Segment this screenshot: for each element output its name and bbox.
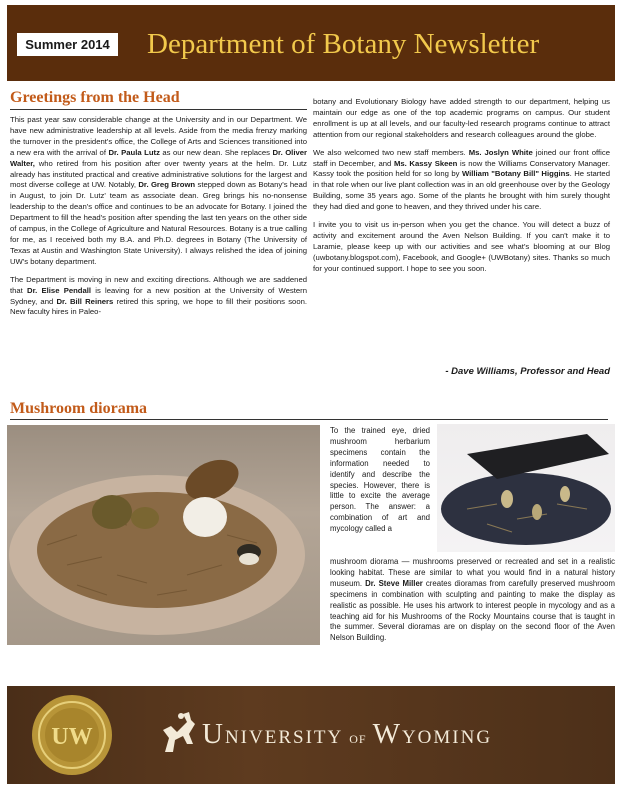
- seal-letters: UW: [51, 724, 93, 750]
- wordmark-yoming: YOMING: [401, 727, 493, 748]
- signature: - Dave Williams, Professor and Head: [445, 366, 610, 377]
- masthead: [7, 5, 615, 81]
- greetings-rule: [10, 109, 307, 110]
- uw-seal-icon: [31, 694, 113, 776]
- issue-season: Summer 2014: [17, 33, 118, 56]
- greetings-column-right: botany and Evolutionary Biology have added strength to our department, helping us maintain our edge as one of the top academic programs on campus. Our student enrollment is up at all levels, and our faculty-led research programs continue to attract attention from our regional stakeholders and research colleagues around the globe. We also welcomed two new staff members. Ms. Joslyn White joined our front office staff in December, and Ms. Kassy Skeen is now the Williams Conservatory Manager. Kassy took the position held for so long by William "Botany Bill" Higgins. He started in that role when our live plant collection was in an old greenhouse over by the Geology Building, some 35 years ago. Some of the plants he brought with him surely thought they had died and gone to heaven, and they thrived under his care. I invite you to visit us in-person when you get the chance. You will detect a buzz of activity and excitement around the Aven Nelson Building. If you can't make it to Laramie, please keep up with our activities and see what's blooming at our Blog (uwbotany.blogspot.com), Facebook, and Google+ (UWBotany) sites. Thanks so much for your continued support. I hope to see you soon.: [313, 97, 611, 273]
- university-wordmark: [202, 718, 492, 751]
- wordmark-of: OF: [349, 732, 367, 746]
- mushroom-rule: [10, 419, 608, 420]
- newsletter-title: Department of Botany Newsletter: [147, 28, 540, 60]
- diorama-illustration: [7, 425, 320, 645]
- wordmark-u: U: [202, 718, 225, 750]
- wordmark-w: W: [372, 718, 402, 750]
- wordmark-niversity: NIVERSITY: [224, 727, 344, 748]
- mushroom-text-narrow: To the trained eye, dried mushroom herbarium specimens contain the information needed to identify and describe the species. However, there is little to excite the average person. The answer: a combination of art and mycology called a: [330, 426, 430, 534]
- diorama-illustration-small: [437, 424, 615, 552]
- mushroom-diorama-photo: [7, 425, 320, 645]
- mushroom-heading: Mushroom diorama: [10, 400, 148, 417]
- greetings-heading: Greetings from the Head: [10, 89, 180, 106]
- greetings-column-left: This past year saw considerable change at the University and in our Department. We have new administrative leadership at all levels. Aside from the media frenzy marking the turnover in the president's office, the College of Arts and Sciences transitioned into a new era with the arrival of Dr. Paula Lutz as our new dean. She replaces Dr. Oliver Walter, who retired from his position after over twenty years at the helm. Dr. Lutz already has instituted practical and creative administrative solutions for the largest and most diverse college at UW. Notably, Dr. Greg Brown stepped down as Botany's head in August, to join Dr. Lutz' team as associate dean. Greg brings his no-nonsense leadership to the dean's office and continues to be an advocate for Botany. I joined the Department to fill the head's position after spending the last ten years on the other side of campus, in the College of Agriculture and Natural Resources. Botany is a true calling for me, as I received both my B.A. and Ph.D. degrees in Botany (The University of Texas at Austin and Washington State University). I always relished the idea of joining UW's botany department. The Department is moving in new and exciting directions. Although we are saddened that Dr. Elise Pendall is leaving for a new position at the University of Western Sydney, and Dr. Bill Reiners retired this spring, we hope to fill their positions soon. New faculty hires in Paleo-: [10, 115, 308, 317]
- university-footer: [7, 686, 615, 784]
- bucking-horse-icon: [157, 708, 201, 758]
- mushroom-text-wide: mushroom diorama — mushrooms preserved or recreated and set in a realistic looking habitat. These are similar to what you would find in a natural history museum. Dr. Steve Miller creates dioramas from carefully preserved mushroom specimens in combination with sculpting and painting to make the display as realistic as possible. He uses his artwork to interest people in mycology and as a teaching aid for his Mushrooms of the Rocky Mountains course that is taught in the summer. Several dioramas are on display on the second floor of the Aven Nelson Building.: [330, 557, 615, 643]
- diorama-photo-small: [437, 424, 615, 552]
